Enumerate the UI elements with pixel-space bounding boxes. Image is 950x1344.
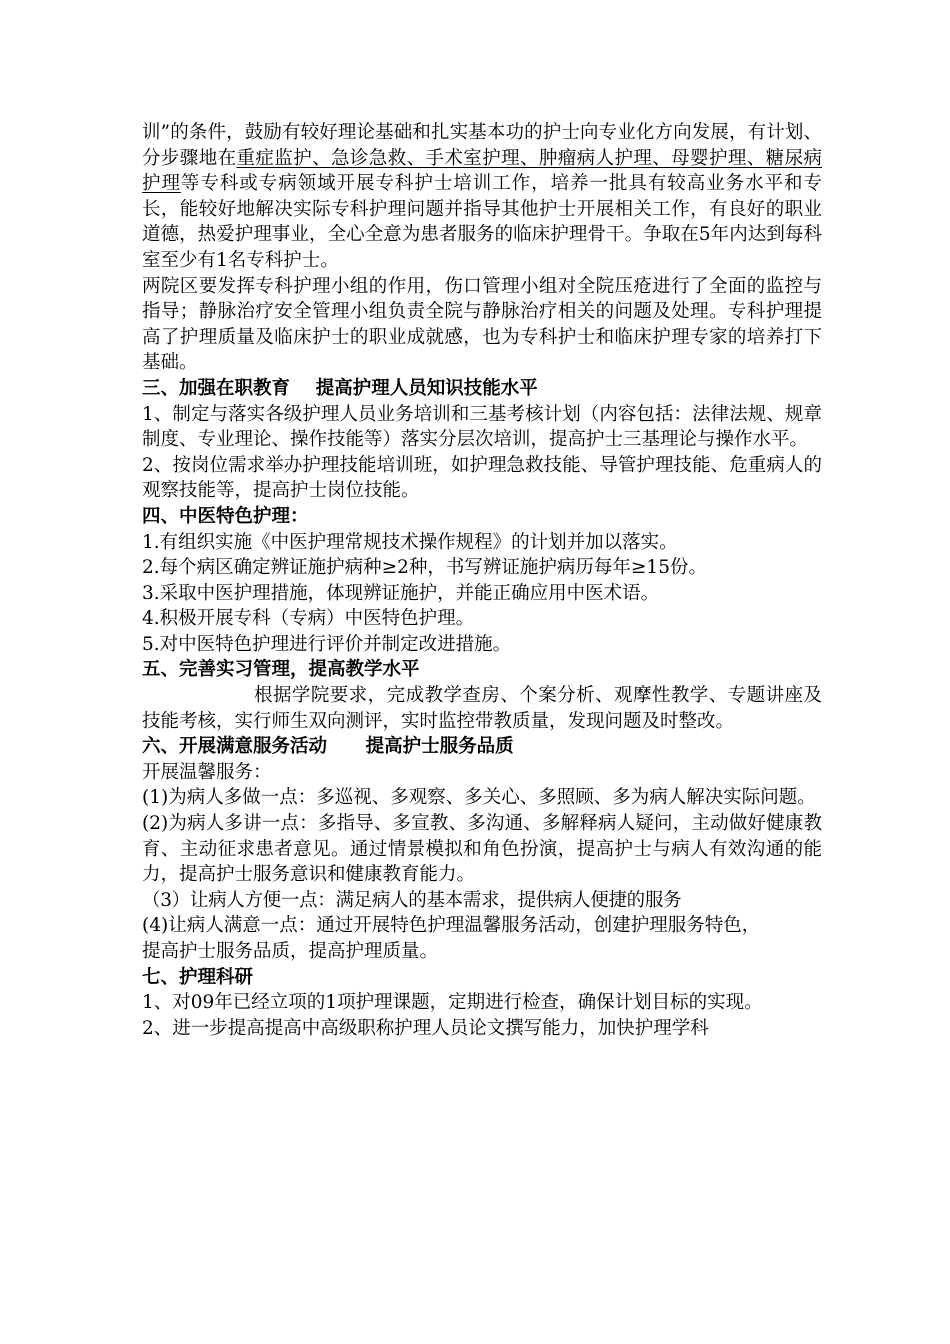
section4-heading: 四、中医特色护理： [142,505,309,527]
section4-item-1: 1.有组织实施《中医护理常规技术操作规程》的计划并加以落实。 [142,531,678,553]
section6-closing: 提高护士服务品质，提高护理质量。 [142,941,439,962]
section4-item-3: 3.采取中医护理措施，体现辨证施护，并能正确应用中医术语。 [142,582,660,604]
section7-heading: 七、护理科研 [142,966,254,988]
intro-underlined-specialties: 重症监护、急诊急救、手术室护理、肿瘤病人护理、母婴护理、糖尿病护理 [142,147,822,195]
section6-item-1: (1)为病人多做一点：多巡视、多观察、多关心、多照顾、多为病人解决实际问题。 [142,787,816,809]
section6-lead: 开展温馨服务： [142,761,272,783]
section4-item-5: 5.对中医特色护理进行评价并制定改进措施。 [142,633,512,655]
section6-item-4: (4)让病人满意一点：通过开展特色护理温馨服务活动，创建护理服务特色， [142,915,761,937]
section7-item-1: 1、对09年已经立项的1项护理课题，定期进行检查，确保计划目标的实现。 [142,992,763,1014]
intro-text-1: 训”的条件，鼓励有较好理论基础和扎实基本功的护士向专业化方向发展，有计划、分步骤地在 [142,122,822,169]
intro-paragraph [142,120,822,274]
section3-item-2: 2、按岗位需求举办护理技能培训班，如护理急救技能、导管护理技能、危重病人的观察技能等，提高护士岗位技能。 [142,454,822,502]
two-campus-paragraph: 两院区要发挥专科护理小组的作用，伤口管理小组对全院压疮进行了全面的监控与指导；静脉治疗安全管理小组负责全院与静脉治疗相关的问题及处理。专科护理提高了护理质量及临床护士的职业成就感，也为专科护士和临床护理专家的培养打下基础。 [142,275,822,374]
section6-item-2: (2)为病人多讲一点：多指导、多宣教、多沟通、多解释病人疑问，主动做好健康教育、主动征求患者意见。通过情景模拟和角色扮演，提高护士与病人有效沟通的能力，提高护士服务意识和健康教育能力。 [142,813,822,886]
intro-text-2: 等专科或专病领域开展专科护士培训工作，培养一批具有较高业务水平和专长，能较好地解决实际专科护理问题并指导其他护士开展相关工作，有良好的职业道德，热爱护理事业，全心全意为患者服务的临床护理骨干。争取在5年内达到每科室至少有1名专科护士。 [142,173,822,271]
section5-body: 根据学院要求，完成教学查房、个案分析、观摩性教学、专题讲座及技能考核，实行师生双向测评，实时监控带教质量，发现问题及时整改。 [142,685,822,732]
section3-heading: 三、加强在职教育 提高护理人员知识技能水平 [142,377,538,399]
section4-item-4: 4.积极开展专科（专病）中医特色护理。 [142,608,475,630]
section6-item-3: （3）让病人方便一点：满足病人的基本需求，提供病人便捷的服务 [142,889,682,911]
section4-item-2: 2.每个病区确定辨证施护病种≥2种，书写辨证施护病历每年≥15份。 [142,557,707,579]
section7-item-2: 2、进一步提高提高中高级职称护理人员论文撰写能力，加快护理学科 [142,1017,709,1039]
section3-item-1: 1、制定与落实各级护理人员业务培训和三基考核计划（内容包括：法律法规、规章制度、专业理论、操作技能等）落实分层次培训，提高护士三基理论与操作水平。 [142,403,822,451]
section5-heading: 五、完善实习管理，提高教学水平 [142,659,420,681]
document-page [142,120,822,1041]
section6-heading: 六、开展满意服务活动 提高护士服务品质 [142,736,514,758]
